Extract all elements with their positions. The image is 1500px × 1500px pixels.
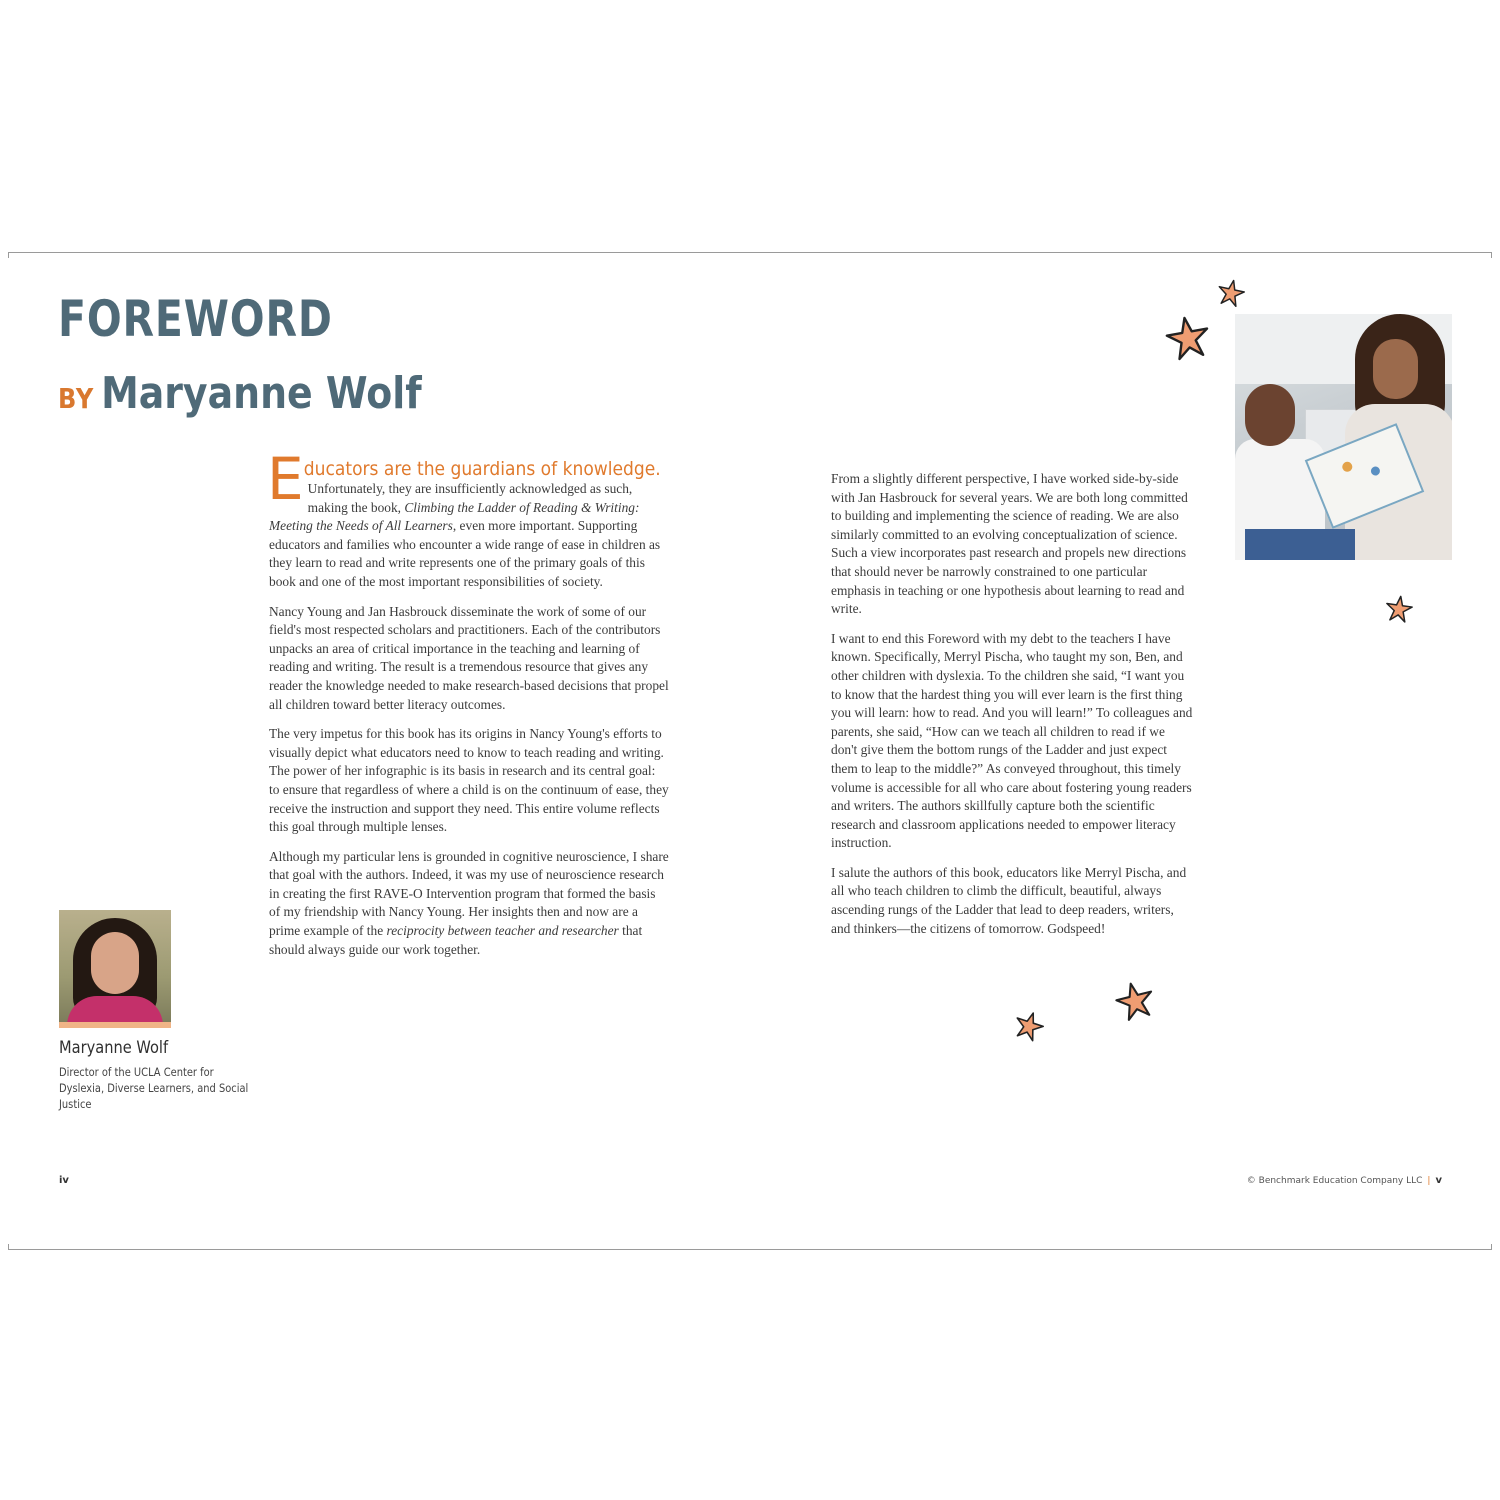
paragraph-4-end: that should always guide our work together.	[269, 923, 643, 957]
star-icon	[1216, 278, 1246, 308]
lead-paragraph	[267, 445, 669, 592]
frame-corner	[1491, 1244, 1492, 1250]
paragraph-4-italic: reciprocity between teacher and researcher	[386, 923, 619, 939]
page-number-left: iv	[59, 1175, 69, 1186]
byline-prefix: BY	[58, 382, 95, 415]
portrait-accent-bar	[59, 1022, 171, 1028]
star-icon	[1114, 980, 1156, 1022]
byline	[58, 368, 422, 419]
paragraph-4	[269, 848, 669, 960]
star-icon	[1013, 1010, 1045, 1042]
book-title: Climbing the Ladder of Reading & Writing: Meeting the Needs of All Learners	[269, 499, 640, 534]
frame-corner	[8, 1244, 9, 1250]
paragraph-1-start: Unfortunately, they are insufficiently acknowledged as such, making the book,	[307, 481, 633, 515]
lead-sentence: ducators are the guardians of knowledge.	[303, 458, 661, 480]
copyright-text: © Benchmark Education Company LLC	[1246, 1176, 1423, 1186]
paragraph-2: Nancy Young and Jan Hasbrouck disseminate the work of some of our field's most respected scholars and practitioners. Each of the contributors unpacks an area of critical importance in the teaching and learning of reading and writing. The result is a tremendous resource that gives any reader the knowledge needed to make research-based decisions that propel all children toward better literacy outcomes.	[269, 603, 669, 712]
footer-separator: |	[1427, 1176, 1431, 1186]
right-text-column	[831, 470, 1193, 949]
page-title: FOREWORD	[58, 290, 333, 348]
teacher-reading-photo	[1235, 314, 1452, 560]
paragraph-6: I want to end this Foreword with my debt to the teachers I have known. Specifically, Merryl Pischa, who taught my son, Ben, and other children with dyslexia. To the children she said, “I want you to know that the hardest thing you will ever learn is the first thing you will learn: how to read. And you will learn!” To colleagues and parents, she said, “How can we teach all children to read if we don't give them the bottom rungs of the Ladder and just expect them to leap to the middle?” As conveyed throughout, this timely volume is accessible for all who care about fostering young readers and writers. The authors skillfully capture both the scientific research and classroom applications needed to empower literacy instruction.	[831, 630, 1193, 851]
paragraph-5: From a slightly different perspective, I have worked side-by-side with Jan Hasbrouck for several years. We are both long committed to building and implementing the science of reading. We are also similarly committed to an evolving conceptualization of science. Such a view incorporates past research and propels new directions that should never be narrowly constrained to one particular emphasis in teaching or one hypothesis about learning to read and write.	[831, 471, 1188, 617]
page-number-right: v	[1435, 1175, 1442, 1186]
paragraph-4-start: Although my particular lens is grounded in cognitive neuroscience, I share that goal with the authors. Indeed, it was my use of neuroscience research in creating the first RAVE-O Intervention program that formed the basis of my friendship with Nancy Young. Her insights then and now are a prime example of the	[269, 848, 669, 939]
star-icon	[1384, 594, 1414, 624]
author-name: Maryanne Wolf	[59, 1038, 169, 1058]
paragraph-1-end: , even more important. Supporting educators and families who encounter a wide range of ease in children as they learn to read and write represents one of the primary goals of this book and one of the most important responsibilities of society.	[269, 518, 661, 589]
drop-cap: E	[267, 445, 304, 513]
paragraph-1	[269, 480, 669, 592]
byline-author: Maryanne Wolf	[101, 368, 422, 419]
footer-right	[1247, 1175, 1442, 1186]
paragraph-3: The very impetus for this book has its origins in Nancy Young's efforts to visually depict what educators need to know to teach reading and writing. The power of her infographic is its basis in research and its central goal: to ensure that regardless of where a child is on the continuum of ease, they receive the instruction and support they need. This entire volume reflects this goal through multiple lenses.	[269, 726, 669, 835]
star-icon	[1164, 314, 1212, 362]
paragraph-7: I salute the authors of this book, educators like Merryl Pischa, and all who teach children to climb the difficult, beautiful, always ascending rungs of the Ladder that lead to deep readers, writers, and thinkers—the citizens of tomorrow. Godspeed!	[831, 864, 1187, 936]
author-title: Director of the UCLA Center for Dyslexia, Diverse Learners, and Social Justice	[59, 1065, 249, 1111]
left-text-column	[267, 445, 669, 970]
author-portrait	[59, 910, 171, 1022]
